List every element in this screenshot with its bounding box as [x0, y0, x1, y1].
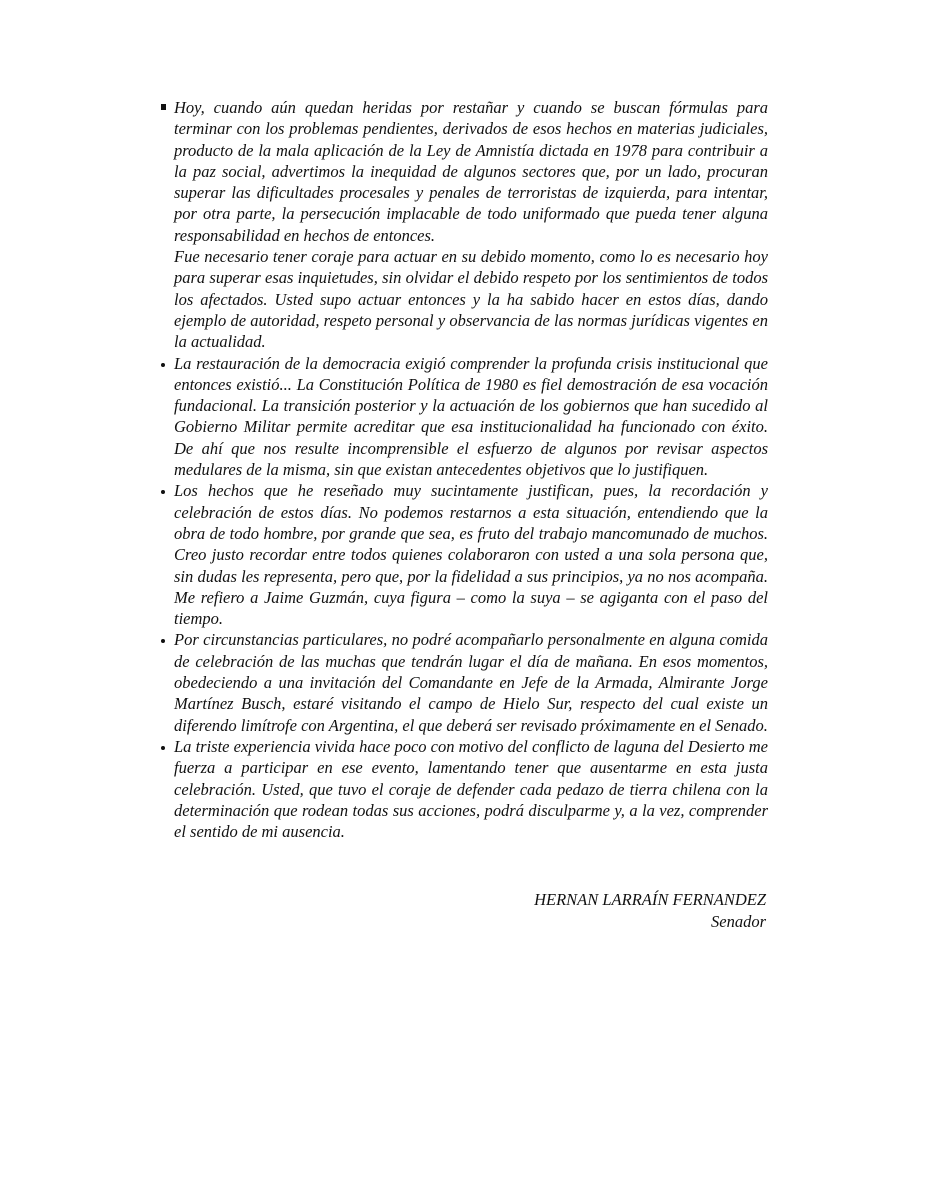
paragraph: La triste experiencia vivida hace poco con motivo del conflicto de laguna del Desierto me fuerza a participar en ese evento, lamentando tener que ausentarme en esta justa celebración. Usted, que tuvo el coraje de defender cada pedazo de tierra chilena con la determinación que rodean todas sus acciones, podrá disculparme y, a la vez, comprender el sentido de mi ausencia. — [174, 736, 768, 842]
list-item-laguna-del-desierto — [160, 736, 768, 842]
paragraph: La restauración de la democracia exigió comprender la profunda crisis institucional que entonces existió... La Constitución Política de 1980 es fiel demostración de esa vocación fundacional. La transición posterior y la actuación de los gobiernos que han sucedido al Gobierno Militar permite acreditar que esa institucionalidad ha funcionado con éxito. De ahí que nos resulte incomprensible el esfuerzo de algunos por revisar aspectos medulares de la misma, sin que existan antecedentes objetivos que lo justifiquen. — [174, 353, 768, 480]
list-item-absence — [160, 629, 768, 735]
list-item-democracy — [160, 353, 768, 481]
signature-block — [534, 889, 766, 933]
paragraph: Hoy, cuando aún quedan heridas por restañar y cuando se buscan fórmulas para terminar con los problemas pendientes, derivados de esos hechos en materias judiciales, producto de la mala aplicación de la Ley de Amnistía dictada en 1978 para contribuir a la paz social, advertimos la inequidad de algunos sectores que, por un lado, procuran superar las dificultades procesales y penales de terroristas de izquierda, para intentar, por otra parte, la persecución implacable de todo uniformado que pueda tener alguna responsabilidad en hechos de entonces. — [174, 98, 768, 245]
signatory-name: HERNAN LARRAÍN FERNANDEZ — [534, 890, 766, 909]
list-item-amnesty — [160, 97, 768, 353]
letter-body — [160, 97, 768, 842]
paragraph: Por circunstancias particulares, no podré acompañarlo personalmente en alguna comida de celebración de las muchas que tendrán lugar el día de mañana. En esos momentos, obedeciendo a una invitación del Comandante en Jefe de la Armada, Almirante Jorge Martínez Busch, estaré visitando el campo de Hielo Sur, respecto del cual existe un diferendo limítrofe con Argentina, el que deberá ser revisado próximamente en el Senado. — [174, 630, 768, 735]
signatory-title: Senador — [711, 912, 766, 931]
paragraph: Los hechos que he reseñado muy sucintamente justifican, pues, la recordación y celebración de estos días. No podemos restarnos a esta situación, entendiendo que la obra de todo hombre, por grande que sea, es fruto del trabajo mancomunado de muchos. Creo justo recordar entre todos quienes colaboraron con usted a una sola persona que, sin dudas les representa, pero que, por la fidelidad a sus principios, ya no nos acompaña. Me refiero a Jaime Guzmán, cuya figura – como la suya – se agiganta con el paso del tiempo. — [174, 481, 768, 629]
list-item-celebration — [160, 480, 768, 629]
paragraph: Fue necesario tener coraje para actuar en su debido momento, como lo es necesario hoy para superar esas inquietudes, sin olvidar el debido respeto por los sentimientos de todos los afectados. Usted supo actuar entonces y la ha sabido hacer en estos días, dando ejemplo de autoridad, respeto personal y observancia de las normas jurídicas vigentes en la actualidad. — [174, 247, 768, 352]
